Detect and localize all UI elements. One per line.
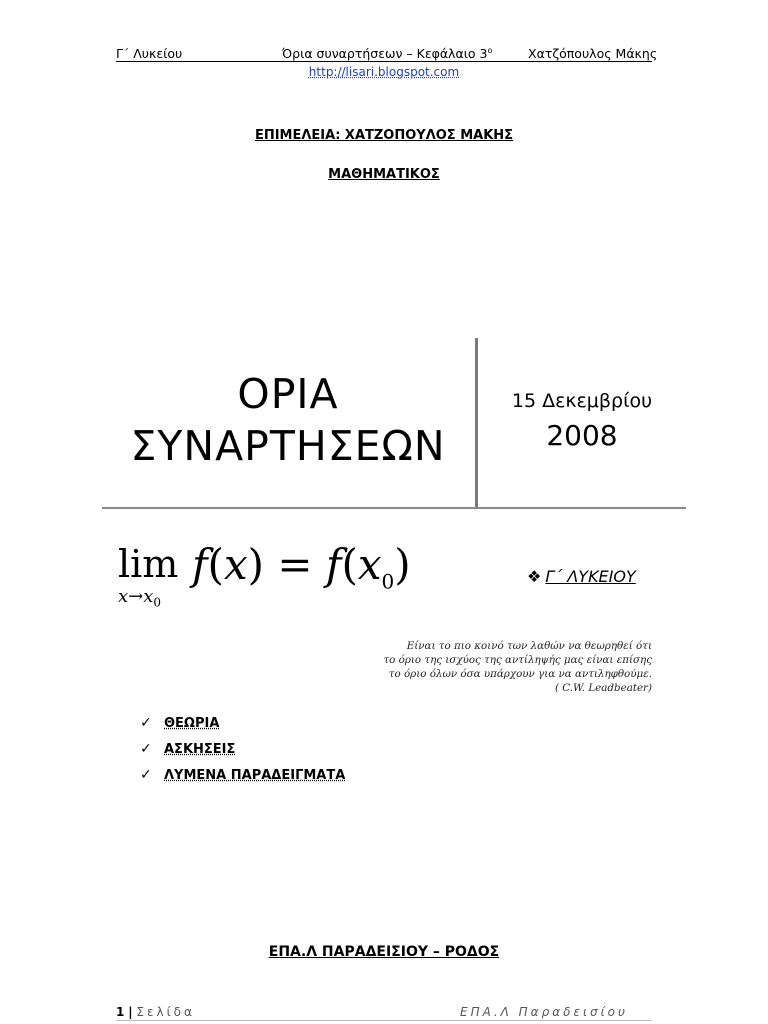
checkmark-icon: ✓ [140, 741, 152, 757]
header-center-text: Όρια συναρτήσεων – Κεφάλαιο 3 [282, 46, 488, 62]
header-left: Γ΄ Λυκείου [116, 46, 183, 61]
checkmark-icon: ✓ [140, 715, 152, 731]
header-center [282, 46, 492, 61]
quote-line-1: Είναι το πιο κοινό των λαθών να θεωρηθεί ότι [406, 640, 652, 652]
footer-divider [116, 1020, 652, 1021]
page-word: Σελίδα [136, 1005, 195, 1019]
header-url [0, 65, 768, 79]
editor-text: ΕΠΙΜΕΛΕΙΑ: ΧΑΤΖΟΠΟΥΛΟΣ ΜΑΚΗΣ [254, 128, 514, 143]
quote-line-2: το όριο της ισχύος της αντίληψής μας είναι επίσης [383, 654, 652, 666]
document-title [102, 368, 474, 472]
profession-text: ΜΑΘΗΜΑΤΙΚΟΣ [328, 167, 440, 182]
header-divider [116, 61, 652, 62]
footer-separator: | [128, 1005, 133, 1019]
blog-link[interactable]: http://lisari.blogspot.com [308, 65, 460, 79]
page-number: 1 [116, 1005, 125, 1019]
formula-lim: lim [118, 542, 179, 586]
grade-level [527, 567, 636, 586]
school-line [0, 944, 768, 960]
diamond-bullet-icon: ❖ [527, 567, 542, 586]
header-center-superscript: ο [487, 46, 493, 55]
list-item [140, 715, 345, 741]
formula-body: $f(x) = f(x_0)$ [192, 540, 411, 594]
date-day-month: 15 Δεκεμβρίου [511, 390, 653, 412]
title-line-1: ΟΡΙΑ [237, 370, 339, 418]
quote-author: ( C.W. Leadbeater) [554, 682, 652, 694]
date-year: 2008 [546, 419, 618, 452]
profession-line [0, 167, 768, 182]
formula-lhs-x: x [223, 540, 248, 589]
grade-level-label: Γ΄ ΛΥΚΕΙΟΥ [545, 567, 636, 586]
list-item [140, 741, 345, 767]
list-item-label: ΛΥΜΕΝΑ ΠΑΡΑΔΕΙΓΜΑΤΑ [164, 768, 346, 783]
list-item-label: ΘΕΩΡΙΑ [164, 716, 220, 731]
formula-rhs-index: 0 [381, 569, 395, 594]
quote-block [380, 639, 652, 695]
formula-lhs-f: f [192, 540, 208, 589]
title-line-2: ΣΥΝΑΡΤΗΣΕΩΝ [130, 422, 446, 470]
header-right: Χατζόπουλος Μάκης [528, 46, 658, 61]
formula-sub-index: 0 [153, 595, 162, 610]
school-text: ΕΠΑ.Λ ΠΑΡΑΔΕΙΣΙΟΥ – ΡΟΔΟΣ [268, 944, 500, 960]
contents-list [140, 715, 345, 793]
list-item-label: ΑΣΚΗΣΕΙΣ [164, 742, 236, 757]
editor-line [0, 128, 768, 143]
checkmark-icon: ✓ [140, 767, 152, 783]
formula-rhs-x: x [357, 540, 382, 589]
formula-sub-var: x→x [118, 586, 154, 607]
quote-line-3: το όριο όλων όσα υπάρχουν για να αντιληφθούμε. [388, 668, 652, 680]
list-item [140, 767, 345, 793]
title-horizontal-divider [102, 507, 686, 509]
footer-left [116, 1005, 195, 1019]
formula-rhs-f: f [325, 540, 342, 589]
formula-limit-subscript [118, 586, 161, 610]
footer-right: ΕΠΑ.Λ Παραδεισίου [460, 1005, 628, 1019]
